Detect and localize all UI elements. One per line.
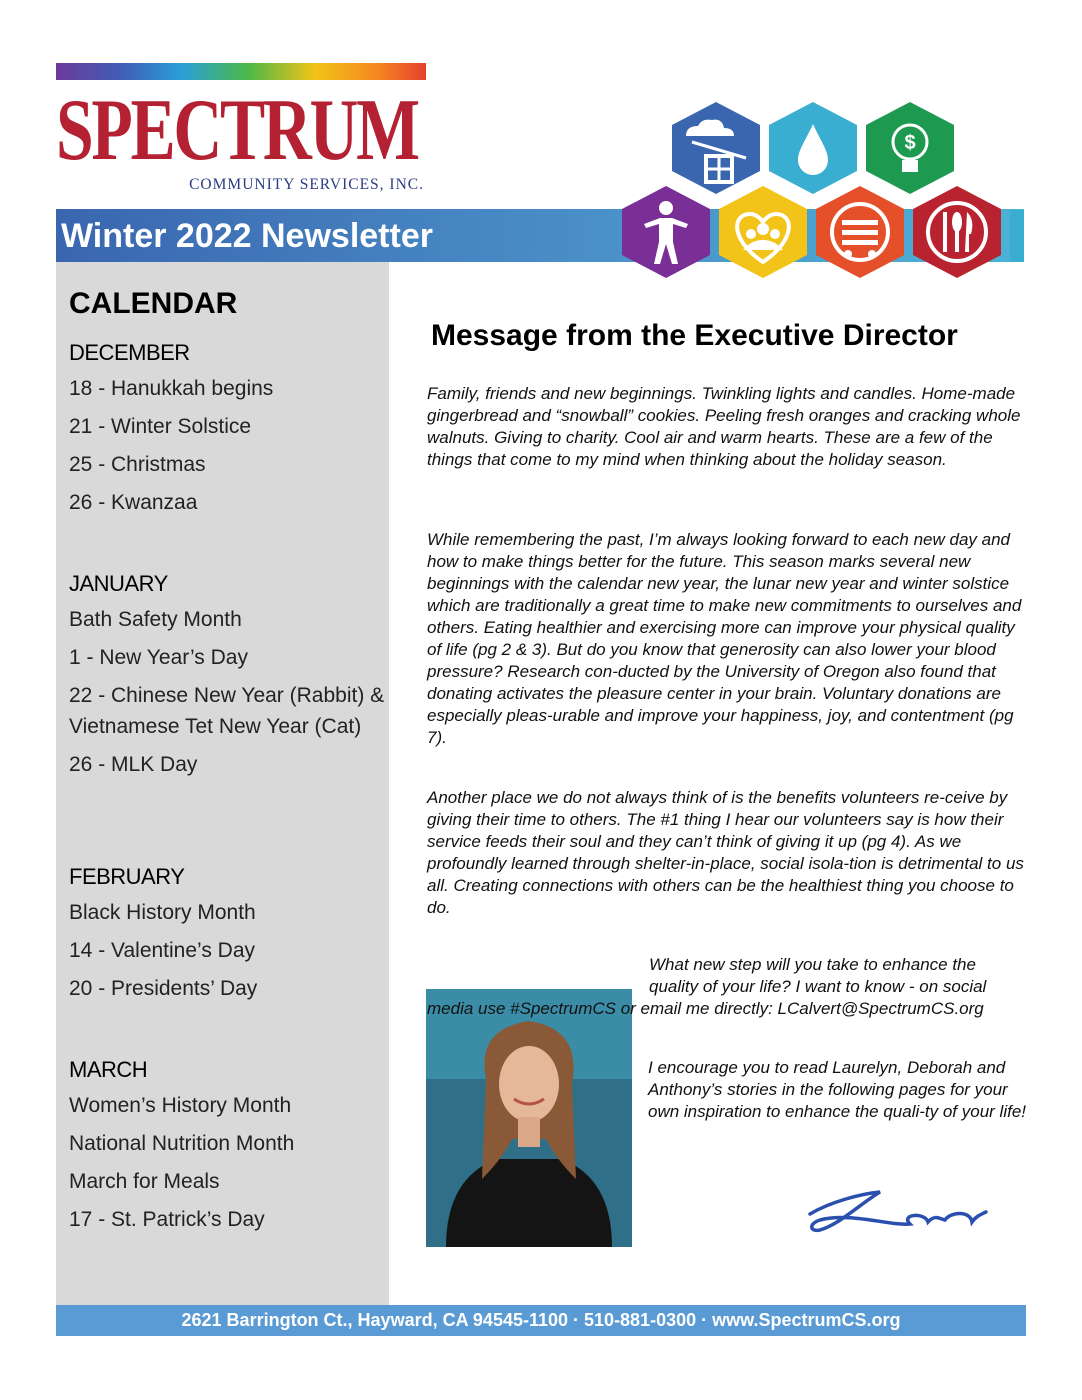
message-paragraph: Family, friends and new beginnings. Twinkling lights and candles. Home-made gingerbread and “snowball” cookies. Peeling fresh oranges and cracking whole walnuts. Giving to charity. Cool air and warm hearts. These are a few of the things that come to my mind when thinking about the holiday season. [427,384,1021,469]
calendar-item: 17 - St. Patrick’s Day [69,1208,265,1231]
svg-text:$: $ [904,132,916,154]
calendar-item: 21 - Winter Solstice [69,415,252,438]
calendar-item: 20 - Presidents’ Day [69,977,258,1000]
calendar-list-march [69,1090,385,1242]
calendar-item: March for Meals [69,1170,220,1193]
banner-edge-accent [1010,210,1024,262]
water-drop-icon [769,102,857,194]
message-paragraph: I encourage you to read Laurelyn, Deborah and Anthony’s stories in the following pages for your own inspiration to enhance the quali-ty of your life! [648,1058,1027,1121]
calendar-item: 26 - MLK Day [69,753,198,776]
photo-wrap-spacer [427,954,649,998]
footer-contact: 2621 Barrington Ct., Hayward, CA 94545-1100 · 510-881-0300 · www.SpectrumCS.org [56,1305,1026,1336]
message-paragraph-text: What new step will you take to enhance the quality of your life? I want to know - on social media use #SpectrumCS or email me directly: LCalvert@SpectrumCS.org [427,955,987,1018]
meal-cart-icon [816,186,904,278]
calendar-list-december [69,373,385,525]
brand-subtitle: COMMUNITY SERVICES, INC. [189,176,424,193]
brand-logo-text: SPECTRUM [56,82,418,179]
calendar-item: Bath Safety Month [69,608,242,631]
calendar-item: National Nutrition Month [69,1132,295,1155]
month-heading: MARCH [69,1057,148,1082]
calendar-item: 1 - New Year’s Day [69,646,248,669]
utensils-icon [913,186,1001,278]
message-paragraph [427,954,1027,1020]
service-hexagon-logo [610,92,1030,292]
signature-text: Lara [800,1174,803,1175]
heart-people-icon [719,186,807,278]
newsletter-title: Winter 2022 Newsletter [61,217,433,255]
month-heading: FEBRUARY [69,864,185,889]
calendar-list-january [69,604,385,787]
calendar-item: 26 - Kwanzaa [69,491,198,514]
calendar-sidebar [56,262,389,1305]
message-paragraph: Another place we do not always think of is the benefits volunteers re-ceive by giving their time to others. The #1 thing I hear our volunteers say is how their service feeds their soul and they can’t think of giving it up (pg 4). As we profoundly learned through shelter-in-place, social isola-tion is detrimental to us all. Creating connections with others can be the healthiest thing you choose to do. [427,788,1024,917]
message-paragraph: While remembering the past, I’m always looking forward to each new day and how to make things better for the future. This season marks several new beginnings with the calendar new year, the lunar new year and winter solstice which are traditionally a great time to make new commitments to ourselves and others. Eating healthier and exercising more can improve your physical quality of life (pg 2 & 3). But do you know that generosity can also lower your blood pressure? Research con-ducted by the University of Oregon also found that donating activates the pleasure center in your brain. Voluntary donations are especially pleas-urable and improve your happiness, joy, and contentment (pg 7). [427,530,1022,747]
rainbow-stripe [56,63,426,80]
calendar-item: 14 - Valentine’s Day [69,939,255,962]
message-title: Message from the Executive Director [431,319,958,352]
month-heading: DECEMBER [69,340,190,365]
calendar-item: 18 - Hanukkah begins [69,377,274,400]
calendar-item: Black History Month [69,901,256,924]
calendar-item: Women’s History Month [69,1094,292,1117]
lightbulb-dollar-icon [866,102,954,194]
calendar-title: CALENDAR [69,287,238,320]
director-signature [800,1174,990,1244]
house-weather-icon [672,102,760,194]
director-photo [426,989,632,1247]
month-heading: JANUARY [69,571,168,596]
person-exercise-icon [622,186,710,278]
calendar-list-february [69,897,385,1011]
calendar-item: 25 - Christmas [69,453,206,476]
calendar-item: 22 - Chinese New Year (Rabbit) & Vietnamese Tet New Year (Cat) [69,684,385,738]
